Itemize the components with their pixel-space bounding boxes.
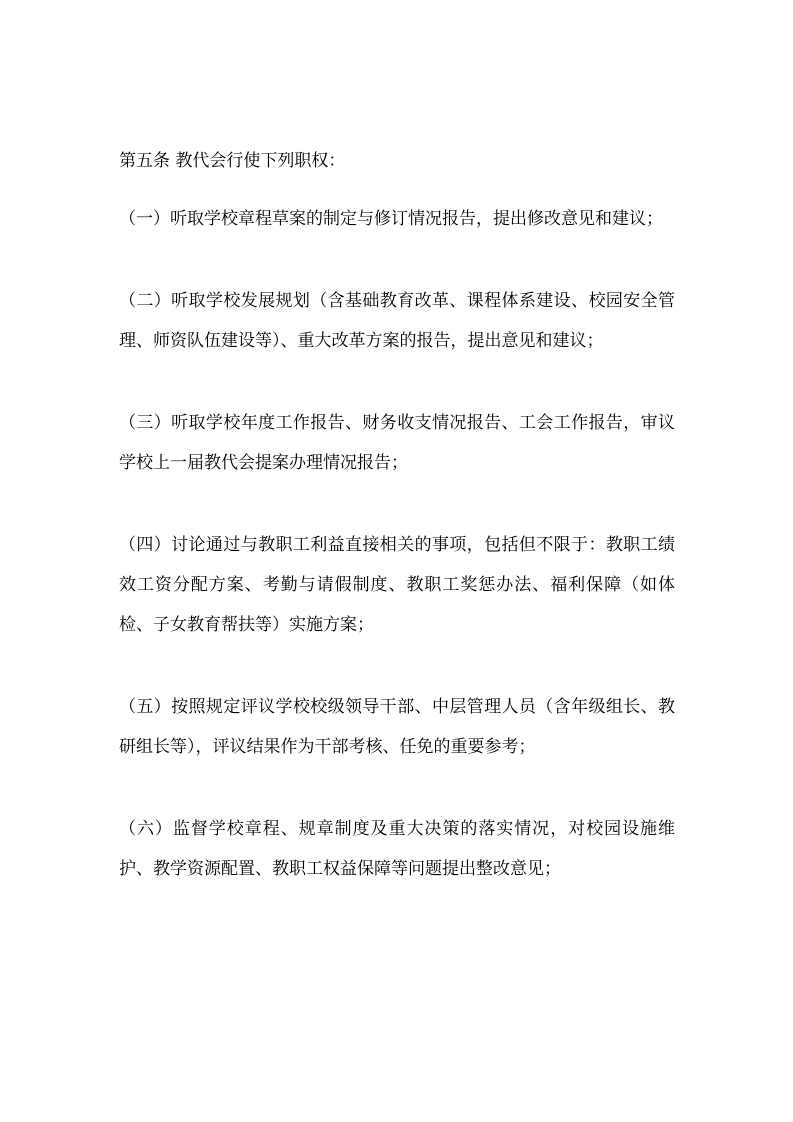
clause-3: （三）听取学校年度工作报告、财务收支情况报告、工会工作报告，审议学校上一届教代会提案办理情况报告； [119, 413, 675, 473]
clause-1: （一）听取学校章程草案的制定与修订情况报告，提出修改意见和建议； [119, 209, 663, 229]
article-heading: 第五条 教代会行使下列职权： [119, 151, 346, 171]
clause-5: （五）按照规定评议学校校级领导干部、中层管理人员（含年级组长、教研组长等），评议结果作为干部考核、任免的重要参考； [119, 697, 675, 757]
clause-2: （二）听取学校发展规划（含基础教育改革、课程体系建设、校园安全管理、师资队伍建设等）、重大改革方案的报告，提出意见和建议； [119, 291, 675, 351]
document-body [119, 141, 675, 889]
clause-4: （四）讨论通过与教职工利益直接相关的事项，包括但不限于：教职工绩效工资分配方案、考勤与请假制度、教职工奖惩办法、福利保障（如体检、子女教育帮扶等）实施方案； [119, 535, 675, 635]
clause-6: （六）监督学校章程、规章制度及重大决策的落实情况，对校园设施维护、教学资源配置、教职工权益保障等问题提出整改意见； [119, 819, 675, 879]
